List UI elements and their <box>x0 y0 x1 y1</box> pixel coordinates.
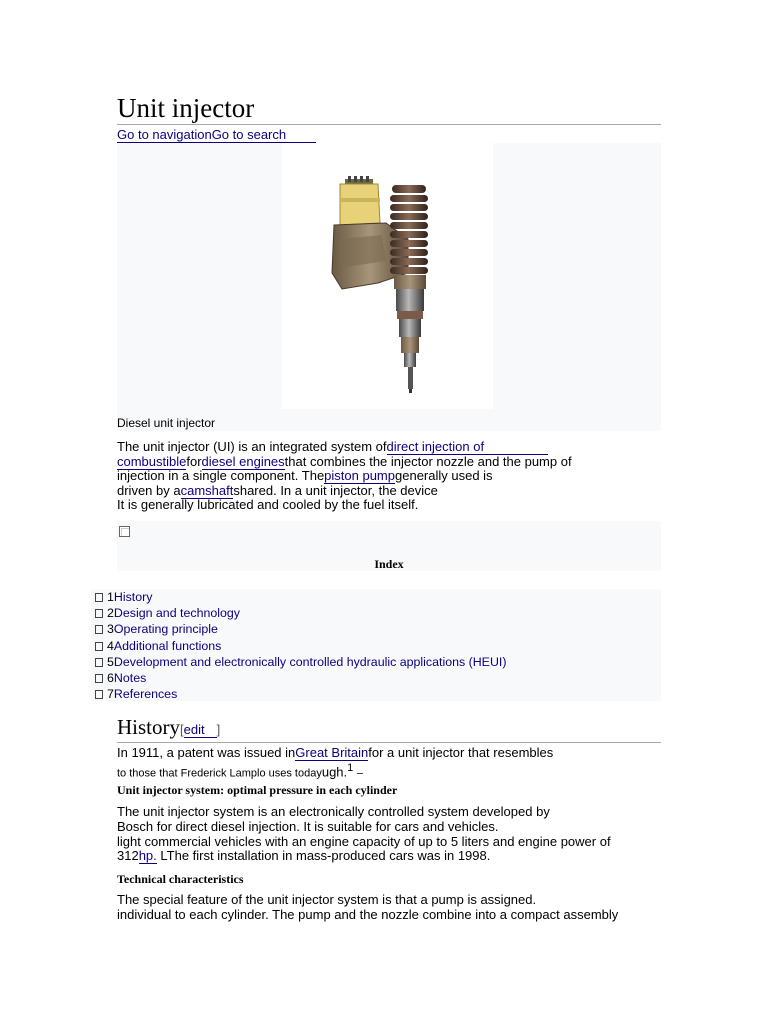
intro-paragraph <box>117 440 677 513</box>
body-text: ugh. <box>321 764 348 780</box>
section-title: History <box>117 715 180 739</box>
toc-header <box>117 521 661 571</box>
intro-text: for <box>186 453 202 469</box>
piston-pump-link[interactable]: piston pump <box>324 468 395 484</box>
combustible-link[interactable]: combustible <box>117 453 187 469</box>
direct-injection-link[interactable]: direct injection of <box>387 439 549 455</box>
checkbox-icon <box>95 625 103 634</box>
body-text: Bosch for direct diesel injection. It is suitable for cars and vehicles. <box>117 818 499 834</box>
checkbox-icon <box>95 593 103 602</box>
toc-number: 1 <box>107 590 114 604</box>
edit-bracket: ] <box>216 722 221 737</box>
checkbox-icon <box>95 642 103 651</box>
toc-item[interactable] <box>91 686 661 702</box>
technical-paragraph <box>117 893 677 923</box>
intro-text: It is generally lubricated and cooled by the fuel itself. <box>117 497 419 513</box>
go-to-navigation-link[interactable]: Go to navigation <box>117 127 212 142</box>
body-text: 312 <box>117 848 139 864</box>
toc-link-design[interactable]: Design and technology <box>113 606 240 621</box>
diesel-engines-link[interactable]: diesel engines <box>201 453 285 469</box>
body-text: The unit injector system is an electronically controlled system developed by <box>117 804 550 819</box>
intro-text: injection in a single component. The <box>117 468 325 484</box>
edit-section <box>180 722 220 738</box>
history-paragraph <box>117 746 677 781</box>
toc-number: 4 <box>107 638 114 653</box>
toc-link-operating[interactable]: Operating principle <box>113 622 218 637</box>
toc-item[interactable] <box>91 638 661 654</box>
infobox-figure <box>117 143 661 431</box>
jump-links <box>117 127 316 143</box>
checkbox-icon <box>95 690 103 699</box>
body-text: LThe first installation in mass-produced cars was in 1998. <box>156 848 491 864</box>
intro-text: driven by a <box>117 482 181 498</box>
camshaft-link[interactable]: camshaft <box>180 482 234 498</box>
body-text: to those that Frederick Lamplo uses today <box>117 767 322 780</box>
edit-link[interactable]: edit <box>184 722 217 738</box>
reference-superscript[interactable]: 1 <box>347 761 354 774</box>
unit-injector-paragraph <box>117 805 677 864</box>
body-text: The special feature of the unit injector system is that a pump is assigned. <box>117 892 537 907</box>
checkbox-icon <box>95 674 103 683</box>
toc-link-references[interactable]: References <box>113 687 178 702</box>
figure-caption: Diesel unit injector <box>117 416 216 430</box>
edit-bracket: [ <box>180 722 184 737</box>
toc-number: 2 <box>107 606 114 621</box>
history-heading <box>117 715 661 743</box>
checkbox-icon <box>95 609 103 618</box>
toc-item[interactable] <box>91 654 661 670</box>
subheading-technical-characteristics: Technical characteristics <box>117 872 244 886</box>
subheading-unit-injector-system: Unit injector system: optimal pressure in each cylinder <box>117 783 398 797</box>
fuel-injector-photo[interactable] <box>282 143 493 409</box>
hp-link[interactable]: hp. <box>138 848 157 864</box>
toc-link-notes[interactable]: Notes <box>113 671 147 686</box>
toc-link-additional[interactable]: Additional functions <box>113 638 222 653</box>
page-title: Unit injector <box>117 92 661 125</box>
toc-item[interactable] <box>91 670 661 686</box>
toc-number: 6 <box>107 671 114 686</box>
toc-link-development[interactable]: Development and electronically controlled hydraulic applications (HEUI) <box>113 654 507 669</box>
body-text: individual to each cylinder. The pump and the nozzle combine into a compact assembly <box>117 906 619 922</box>
body-text: for a unit injector that resembles <box>368 745 554 760</box>
toc-item[interactable] <box>91 589 661 605</box>
toc-toggle-checkbox[interactable] <box>119 526 130 537</box>
go-to-search-link[interactable]: Go to search <box>211 127 287 142</box>
toc-number: 3 <box>107 622 114 637</box>
toc-number: 5 <box>107 654 114 669</box>
toc-link-history[interactable]: History <box>113 590 153 604</box>
body-text: In 1911, a patent was issued in <box>117 745 296 760</box>
great-britain-link[interactable]: Great Britain <box>295 745 369 760</box>
toc-title: Index <box>374 557 404 571</box>
toc-item[interactable] <box>91 621 661 637</box>
checkbox-icon <box>95 658 103 667</box>
intro-text: that combines the injector nozzle and the pump of <box>284 453 572 469</box>
table-of-contents <box>91 589 661 701</box>
intro-text: The unit injector (UI) is an integrated system of <box>117 439 387 454</box>
body-text: light commercial vehicles with an engine capacity of up to 5 liters and engine power of <box>117 833 611 849</box>
intro-text: shared. In a unit injector, the device <box>233 482 438 498</box>
toc-item[interactable] <box>91 605 661 621</box>
dash-glyph: – <box>356 767 364 780</box>
intro-text: generally used is <box>395 468 493 484</box>
fuel-injector-icon <box>282 143 493 409</box>
toc-number: 7 <box>107 687 114 702</box>
